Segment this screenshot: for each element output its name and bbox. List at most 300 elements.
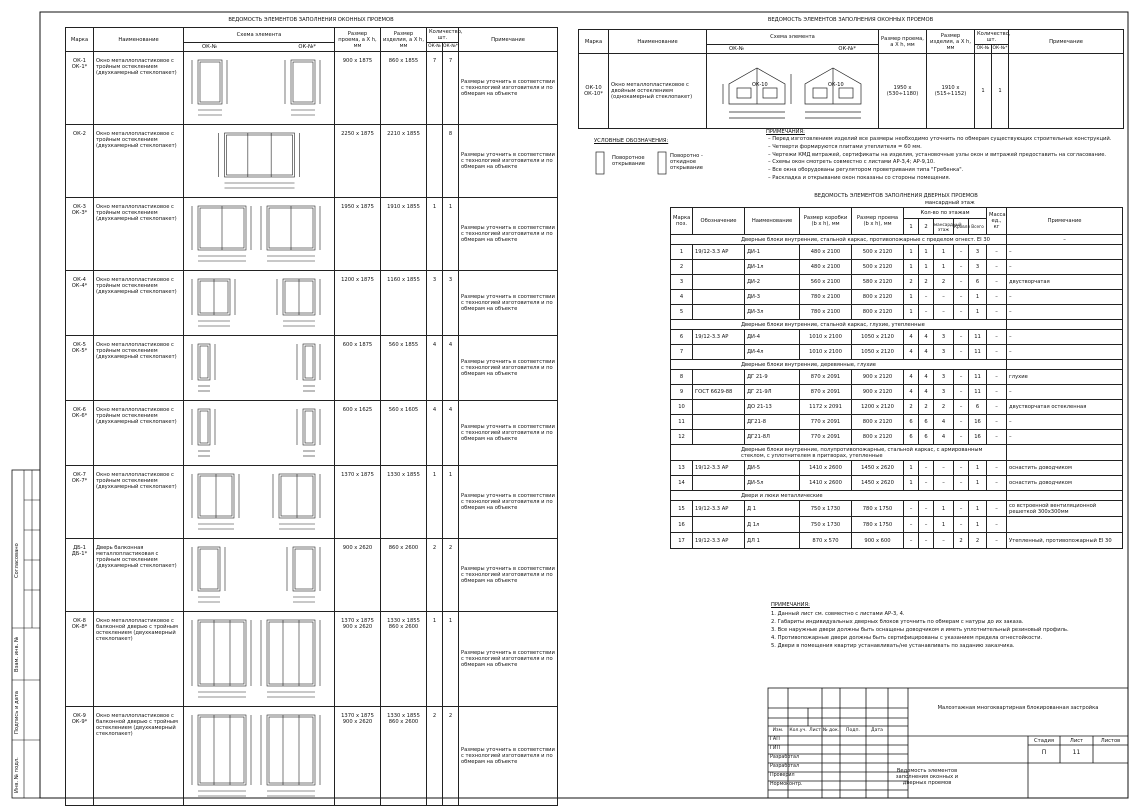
wl-name: Окно металлопластиковое с тройным остеклением (двухкамерный стеклопакет) — [94, 52, 184, 125]
note-line: – Четверти формируются плитами утеплителя = 60 мм. — [768, 143, 922, 150]
door-group-title: Дверные блоки внутренние, стальной каркас, глухие, утепленные — [671, 320, 1007, 330]
door-opening: 1200 x 2120 — [852, 400, 904, 415]
door-opening: 900 x 2120 — [852, 370, 904, 385]
door-mass: – — [987, 400, 1007, 415]
stamp-h-sheets: Листов — [1100, 738, 1121, 744]
wl-product: 1330 x 1855 — [381, 466, 427, 539]
wl-name: Окно металлопластиковое с тройным остеклением (двухкамерный стеклопакет) — [94, 336, 184, 401]
door-mass: – — [987, 330, 1007, 345]
door-mass: – — [987, 290, 1007, 305]
table-row — [66, 612, 558, 707]
door-f1: 1 — [904, 290, 919, 305]
dh-f2: 2 — [919, 219, 934, 235]
door-f1: 4 — [904, 330, 919, 345]
table-row — [66, 707, 558, 806]
wl-qb: 1 — [443, 612, 459, 707]
door-f1: 1 — [904, 476, 919, 491]
door-f2: 6 — [919, 415, 934, 430]
wl-qa: 4 — [427, 336, 443, 401]
door-opening: 900 x 600 — [852, 533, 904, 549]
door-group-extra: – — [1007, 235, 1123, 245]
window-scheme-drawing — [184, 466, 335, 536]
wl-h-scheme-sub — [184, 43, 335, 52]
wl-qb: 1 — [443, 198, 459, 271]
door-box: 870 x 2091 — [800, 385, 852, 400]
door-name: ДИ-1л — [745, 260, 800, 275]
door-name: Д 1 — [745, 501, 800, 517]
door-f1: 4 — [904, 370, 919, 385]
door-name: ДИ-5л — [745, 476, 800, 491]
door-mass: – — [987, 415, 1007, 430]
wl-product: 560 x 1605 — [381, 401, 427, 466]
wl-mark: ДБ-1 ДБ-1* — [66, 539, 94, 612]
wl-product: 860 x 1855 — [381, 52, 427, 125]
wl-scheme — [184, 539, 335, 612]
door-code: 19/12-3.3 АР — [693, 533, 745, 549]
door-note: – — [1007, 385, 1123, 400]
wl-scheme — [184, 271, 335, 336]
table-row — [66, 125, 558, 198]
door-f2: – — [919, 533, 934, 549]
wl-scheme — [184, 612, 335, 707]
wl-opening: 600 x 1625 — [335, 401, 381, 466]
door-f3: – — [934, 476, 954, 491]
door-total: 16 — [969, 415, 987, 430]
window-scheme-drawing — [184, 125, 335, 195]
table-row — [671, 400, 1123, 415]
door-group-extra — [1007, 445, 1123, 461]
door-total: 1 — [969, 305, 987, 320]
door-opening: 780 x 1750 — [852, 517, 904, 533]
door-name: ДИ-4 — [745, 330, 800, 345]
door-total: 1 — [969, 476, 987, 491]
door-mass: – — [987, 305, 1007, 320]
door-f2: 4 — [919, 370, 934, 385]
wl-qa — [427, 125, 443, 198]
door-mass: – — [987, 275, 1007, 290]
door-f3: 3 — [934, 330, 954, 345]
door-group-title: Дверные блоки внутренние, полупротивопожарные, стальной каркас, с армированным стеклом, с уплотнителем в притворах, утепленные — [671, 445, 1007, 461]
door-f3: 4 — [934, 430, 954, 445]
table-row — [66, 52, 558, 125]
door-roof: – — [954, 260, 969, 275]
table-row — [66, 271, 558, 336]
note-line: 1. Данный лист см. совместно с листами АР-3, 4. — [771, 611, 905, 617]
door-note: Утепленный, противопожарный EI 30 — [1007, 533, 1123, 549]
door-group-extra — [1007, 320, 1123, 330]
door-f2: – — [919, 517, 934, 533]
door-code — [693, 290, 745, 305]
note-line: 2. Габариты индивидуальных дверных блоков уточнить по обмерам с натуры до их заказа. — [771, 619, 1024, 625]
door-pos: 11 — [671, 415, 693, 430]
door-f2: – — [919, 461, 934, 476]
wl-h-scheme-a: ОК-№ — [202, 44, 218, 50]
door-box: 870 x 2091 — [800, 370, 852, 385]
wl-note: Размеры уточнить в соответствии с технологией изготовителя и по обмерам на объекте — [459, 707, 558, 806]
wl-opening: 1370 x 1875 900 x 2620 — [335, 612, 381, 707]
door-roof: – — [954, 430, 969, 445]
door-name: ДИ-5 — [745, 461, 800, 476]
table-row — [671, 430, 1123, 445]
note-line: 4. Противопожарные двери должны быть сертифицированы с указанием предела огнестойкости. — [771, 635, 1043, 641]
stamp-col-header: Дата — [871, 728, 883, 733]
door-note: оснастить доводчиком — [1007, 461, 1123, 476]
ok10-label-a: ОК-10 — [752, 82, 768, 88]
door-code — [693, 415, 745, 430]
wl-name: Окно металлопластиковое с тройным остеклением (двухкамерный стеклопакет) — [94, 401, 184, 466]
wl-qb: 3 — [443, 271, 459, 336]
door-f3: – — [934, 290, 954, 305]
side-inv-orig: Инв. № подл. — [14, 757, 20, 793]
wr-qa: 1 — [975, 54, 992, 129]
door-note: оснастить доводчиком — [1007, 476, 1123, 491]
door-name: ДИ-1 — [745, 245, 800, 260]
wl-note: Размеры уточнить в соответствии с технологией изготовителя и по обмерам на объекте — [459, 198, 558, 271]
door-opening: 800 x 2120 — [852, 305, 904, 320]
table-row — [671, 476, 1123, 491]
note-line: – Перед изготовлением изделий все размеры необходимо уточнить по обмерам существующих строительных конструкций. — [768, 136, 1112, 142]
door-roof: – — [954, 290, 969, 305]
door-f1: 1 — [904, 260, 919, 275]
wr-h-opening: Размер проема, a X h, мм — [879, 30, 927, 54]
door-note: – — [1007, 305, 1123, 320]
side-sign-date: Подпись и дата — [14, 691, 20, 734]
door-opening: 800 x 2120 — [852, 290, 904, 305]
wr-h-scheme-b: ОК-№* — [838, 46, 856, 52]
wl-scheme — [184, 466, 335, 539]
door-code: 19/12-3.3 АР — [693, 461, 745, 476]
wl-opening: 600 x 1875 — [335, 336, 381, 401]
wr-h-scheme-sub — [707, 45, 879, 54]
dh-box: Размер коробки (b x h), мм — [800, 208, 852, 235]
wl-mark: ОК-4 ОК-4* — [66, 271, 94, 336]
door-f2: 1 — [919, 245, 934, 260]
doors-title: ВЕДОМОСТЬ ЭЛЕМЕНТОВ ЗАПОЛНЕНИЯ ДВЕРНЫХ ПРОЕМОВ — [814, 193, 978, 199]
door-code: 19/12-3.3 АР — [693, 330, 745, 345]
note-line: – Чертежи КМД витражей, сертификаты на изделия, установочные узлы окон и витражей предоставить на согласование. — [768, 151, 1107, 158]
stamp-sheet: 11 — [1072, 749, 1081, 756]
wl-h-qty: Количество, шт. — [427, 28, 459, 43]
wl-qa: 2 — [427, 539, 443, 612]
wr-h-qty-b: ОК-№* — [992, 45, 1009, 54]
table-row-group — [671, 320, 1123, 330]
door-total: 1 — [969, 461, 987, 476]
table-row — [671, 385, 1123, 400]
door-code — [693, 400, 745, 415]
table-row-group — [671, 491, 1123, 501]
table-row — [671, 345, 1123, 360]
table-row — [671, 501, 1123, 517]
door-f2: – — [919, 290, 934, 305]
door-box: 480 x 2100 — [800, 260, 852, 275]
wl-note: Размеры уточнить в соответствии с технологией изготовителя и по обмерам на объекте — [459, 336, 558, 401]
door-f1: 1 — [904, 461, 919, 476]
door-pos: 2 — [671, 260, 693, 275]
wl-name: Окно металлопластиковое с балконной дверью с тройным остеклением (двухкамерный стеклопакет) — [94, 612, 184, 707]
table-row — [671, 533, 1123, 549]
wl-qb: 4 — [443, 401, 459, 466]
door-total: 1 — [969, 501, 987, 517]
win-right-title: ВЕДОМОСТЬ ЭЛЕМЕНТОВ ЗАПОЛНЕНИЯ ОКОННЫХ ПРОЕМОВ — [767, 17, 934, 23]
notes1-title: ПРИМЕЧАНИЯ: — [766, 129, 805, 135]
table-row — [671, 275, 1123, 290]
stamp-stage: П — [1041, 749, 1047, 756]
door-mass: – — [987, 370, 1007, 385]
door-group-extra — [1007, 360, 1123, 370]
door-code — [693, 430, 745, 445]
wl-opening: 1370 x 1875 — [335, 466, 381, 539]
door-roof: – — [954, 517, 969, 533]
wl-note: Размеры уточнить в соответствии с технологией изготовителя и по обмерам на объекте — [459, 271, 558, 336]
door-f3: 1 — [934, 245, 954, 260]
wl-mark: ОК-8 ОК-8* — [66, 612, 94, 707]
door-total: 11 — [969, 370, 987, 385]
door-mass: – — [987, 501, 1007, 517]
door-mass: – — [987, 461, 1007, 476]
table-row — [66, 336, 558, 401]
door-roof: – — [954, 501, 969, 517]
doors-table — [670, 207, 1123, 549]
door-name: ДО 21-13 — [745, 400, 800, 415]
wl-opening: 900 x 1875 — [335, 52, 381, 125]
wl-opening: 1370 x 1875 900 x 2620 — [335, 707, 381, 806]
wl-product: 1160 x 1855 — [381, 271, 427, 336]
door-f3: 1 — [934, 517, 954, 533]
stamp-col-header: Подп. — [846, 728, 860, 733]
wl-mark: ОК-3 ОК-3* — [66, 198, 94, 271]
door-roof: – — [954, 400, 969, 415]
door-box: 780 x 2100 — [800, 305, 852, 320]
table-row — [671, 330, 1123, 345]
door-note: – — [1007, 290, 1123, 305]
legend-title: УСЛОВНЫЕ ОБОЗНАЧЕНИЯ: — [594, 138, 669, 144]
door-mass: – — [987, 476, 1007, 491]
door-pos: 15 — [671, 501, 693, 517]
door-mass: – — [987, 245, 1007, 260]
table-row-group — [671, 360, 1123, 370]
door-code — [693, 517, 745, 533]
note-line: – Раскладка и открывание окон показаны со стороны помещения. — [768, 174, 951, 181]
wl-product: 860 x 2600 — [381, 539, 427, 612]
door-opening: 1450 x 2620 — [852, 476, 904, 491]
door-note: – — [1007, 345, 1123, 360]
door-roof: 2 — [954, 533, 969, 549]
door-roof: – — [954, 370, 969, 385]
table-row — [66, 466, 558, 539]
wl-opening: 2250 x 1875 — [335, 125, 381, 198]
door-total: 11 — [969, 345, 987, 360]
door-roof: – — [954, 330, 969, 345]
door-opening: 800 x 2120 — [852, 430, 904, 445]
wl-qa: 1 — [427, 466, 443, 539]
wr-h-scheme: Схема элемента — [707, 30, 879, 45]
door-box: 1010 x 2100 — [800, 330, 852, 345]
side-stamp — [0, 0, 40, 802]
door-total: 1 — [969, 517, 987, 533]
door-f1: 6 — [904, 430, 919, 445]
wr-h-product: Размер изделия, a X h, мм — [927, 30, 975, 54]
wl-opening: 900 x 2620 — [335, 539, 381, 612]
door-note: двустворчатая — [1007, 275, 1123, 290]
table-row — [671, 305, 1123, 320]
wl-scheme — [184, 125, 335, 198]
wr-h-name: Наименование — [609, 30, 707, 54]
door-box: 780 x 2100 — [800, 290, 852, 305]
doors-subtitle: мансардный этаж — [925, 200, 975, 206]
door-f3: 3 — [934, 370, 954, 385]
door-code — [693, 260, 745, 275]
stamp-h-sheet: Лист — [1069, 738, 1084, 744]
dh-total: Всего — [969, 219, 987, 235]
door-total: 11 — [969, 385, 987, 400]
door-f2: 6 — [919, 430, 934, 445]
wr-h-note: Примечание — [1009, 30, 1124, 54]
door-f3: 3 — [934, 345, 954, 360]
window-scheme-drawing — [184, 612, 335, 704]
wl-name: Окно металлопластиковое с балконной дверью с тройным остеклением (двухкамерный стеклопакет) — [94, 707, 184, 806]
table-row — [671, 260, 1123, 275]
door-name: ДИ-2 — [745, 275, 800, 290]
wl-mark: ОК-9 ОК-9* — [66, 707, 94, 806]
wr-name: Окно металлопластиковое с двойным остеклением (однокамерный стеклопакет) — [609, 54, 707, 129]
wl-h-note: Примечание — [459, 28, 558, 52]
window-scheme-drawing — [184, 336, 335, 398]
wr-product: 1910 x (515÷1152) — [927, 54, 975, 129]
table-row-group — [671, 235, 1123, 245]
door-group-title: Двери и люки металлические — [671, 491, 1007, 501]
door-f1: 4 — [904, 345, 919, 360]
door-note: – — [1007, 245, 1123, 260]
door-opening: 500 x 2120 — [852, 260, 904, 275]
dh-roof: Кровля — [954, 219, 969, 235]
legend-item-1: Поворотное открывание — [612, 155, 645, 167]
legend-tilt-turn-icon — [658, 152, 666, 174]
door-pos: 13 — [671, 461, 693, 476]
door-f3: 4 — [934, 415, 954, 430]
wl-mark: ОК-6 ОК-6* — [66, 401, 94, 466]
stamp-sheet-title: Ведомость элементов заполнения оконных и дверных проемов — [895, 768, 959, 786]
door-box: 480 x 2100 — [800, 245, 852, 260]
door-box: 770 x 2091 — [800, 415, 852, 430]
legend-item-2: Поворотно - откидное открывание — [670, 153, 703, 171]
door-f1: 2 — [904, 400, 919, 415]
stamp-role: Разработал — [770, 755, 800, 760]
door-group-title: Дверные блоки внутренние, деревянные, глухие — [671, 360, 1007, 370]
table-row — [66, 539, 558, 612]
side-agreed: Согласовано — [14, 543, 20, 578]
door-f2: 2 — [919, 275, 934, 290]
door-f1: 1 — [904, 305, 919, 320]
wl-product: 560 x 1855 — [381, 336, 427, 401]
door-total: 3 — [969, 245, 987, 260]
wl-h-qty-b: ОК-№* — [443, 43, 459, 52]
door-pos: 12 — [671, 430, 693, 445]
door-opening: 1050 x 2120 — [852, 345, 904, 360]
table-row — [671, 461, 1123, 476]
table-row — [671, 370, 1123, 385]
door-note: – — [1007, 260, 1123, 275]
door-box: 1410 x 2600 — [800, 461, 852, 476]
wl-note: Размеры уточнить в соответствии с технологией изготовителя и по обмерам на объекте — [459, 401, 558, 466]
stamp-col-header: № док. — [822, 728, 840, 733]
window-scheme-drawing — [184, 539, 335, 609]
wr-opening: 1950 x (530÷1180) — [879, 54, 927, 129]
wl-h-qty-a: ОК-№ — [427, 43, 443, 52]
door-total: 11 — [969, 330, 987, 345]
wl-h-product: Размер изделия, a X h, мм — [381, 28, 427, 52]
door-total: 6 — [969, 400, 987, 415]
door-name: ДГ 21-9 — [745, 370, 800, 385]
door-mass: – — [987, 430, 1007, 445]
wr-h-mark: Марка — [579, 30, 609, 54]
dh-f1: 1 — [904, 219, 919, 235]
dh-mass: Масса ед., кг — [987, 208, 1007, 235]
door-name: ДИ-3л — [745, 305, 800, 320]
door-f2: 4 — [919, 385, 934, 400]
door-f3: 2 — [934, 275, 954, 290]
dh-code: Обозначение — [693, 208, 745, 235]
door-opening: 780 x 1750 — [852, 501, 904, 517]
ok10-scheme-drawing — [707, 54, 879, 126]
wl-qb: 7 — [443, 52, 459, 125]
door-roof: – — [954, 305, 969, 320]
wl-note: Размеры уточнить в соответствии с технологией изготовителя и по обмерам на объекте — [459, 539, 558, 612]
door-f3: – — [934, 533, 954, 549]
wl-name: Окно металлопластиковое с тройным остеклением (двухкамерный стеклопакет) — [94, 466, 184, 539]
door-note: – — [1007, 430, 1123, 445]
door-f2: 4 — [919, 345, 934, 360]
wl-product: 2210 x 1855 — [381, 125, 427, 198]
door-box: 560 x 2100 — [800, 275, 852, 290]
stamp-project: Малоэтажная многоквартирная блокированная застройка — [937, 705, 1099, 711]
door-code: 19/12-3.3 АР — [693, 245, 745, 260]
door-box: 1410 x 2600 — [800, 476, 852, 491]
door-roof: – — [954, 345, 969, 360]
door-box: 770 x 2091 — [800, 430, 852, 445]
door-opening: 1450 x 2620 — [852, 461, 904, 476]
door-name: Д 1л — [745, 517, 800, 533]
dh-note: Примечание — [1007, 208, 1123, 235]
notes1-list — [768, 136, 1111, 183]
door-note — [1007, 517, 1123, 533]
wl-scheme — [184, 401, 335, 466]
dh-floors: Кол-во по этажам — [904, 208, 987, 219]
notes2-list — [771, 610, 1069, 650]
table-row — [671, 517, 1123, 533]
wl-qa: 2 — [427, 707, 443, 806]
door-roof: – — [954, 385, 969, 400]
door-note: со встроенной вентиляционной решеткой 300x300мм — [1007, 501, 1123, 517]
stamp-col-header: Кол.уч. — [789, 728, 807, 733]
window-scheme-drawing — [184, 52, 335, 122]
door-mass: – — [987, 385, 1007, 400]
door-f2: 2 — [919, 400, 934, 415]
door-total: 1 — [969, 290, 987, 305]
wl-mark: ОК-2 — [66, 125, 94, 198]
door-f3: 2 — [934, 400, 954, 415]
wl-name: Дверь балконная металлопластиковая с тройным остеклением (двухкамерный стеклопакет) — [94, 539, 184, 612]
door-f2: – — [919, 501, 934, 517]
wl-mark: ОК-1 ОК-1* — [66, 52, 94, 125]
door-f1: – — [904, 517, 919, 533]
wl-qa: 7 — [427, 52, 443, 125]
door-name: ДИ-3 — [745, 290, 800, 305]
stamp-col-header: Лист — [809, 728, 821, 733]
door-pos: 10 — [671, 400, 693, 415]
door-pos: 4 — [671, 290, 693, 305]
wl-qb: 2 — [443, 707, 459, 806]
stamp-h-stage: Стадия — [1034, 738, 1054, 744]
